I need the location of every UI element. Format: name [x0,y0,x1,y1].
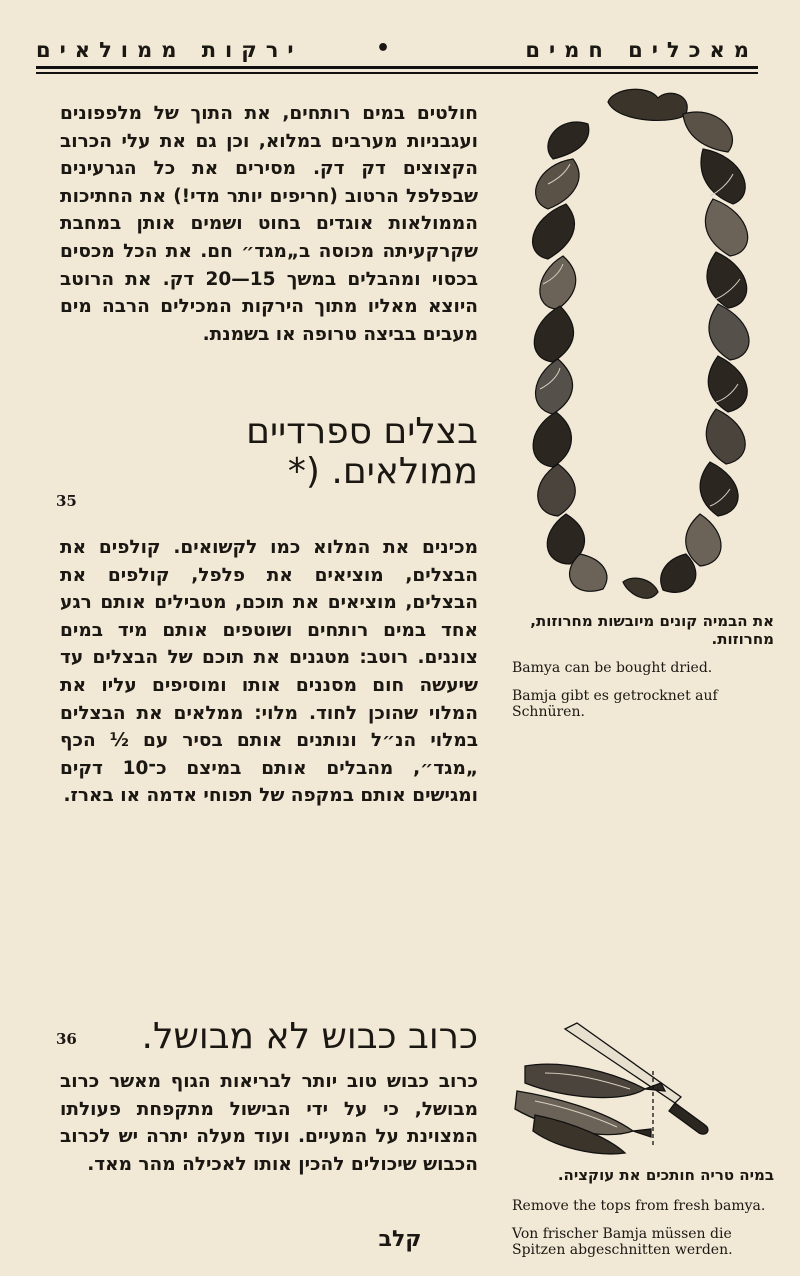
caption-1 [512,612,774,732]
caption-1-hebrew: את הבמיה קונים מיובשות מחרוזות, מחרוזות. [530,612,774,648]
recipe-36-paragraph: כרוב כבוש טוב יותר לבריאות הגוף מאשר כרוב מבושל, כי על ידי הבישול מתקפחת פעולתו המצוינת על המעיים. ועוד מעלה יתרה יש לכרוב הכבוש שיכולים להכין אותו לאכילה מהר מאד. [60,1071,478,1175]
caption-1-german: Bamja gibt es getrocknet auf Schnüren. [512,688,718,720]
recipe-35-title [60,412,478,492]
recipe-35-number: 35 [56,492,77,510]
running-head-separator: • [376,36,391,61]
caption-2 [512,1166,774,1270]
caption-2-english: Remove the tops from fresh bamya. [512,1198,766,1214]
caption-2-german: Von frischer Bamja müssen die Spitzen abgeschnitten werden. [512,1226,733,1258]
recipe-36-title: כרוב כבוש לא מבושל. [141,1016,478,1057]
running-head-left: ירקות ממולאים [36,38,303,62]
header-rule-thin [36,72,758,74]
knife-and-okra-icon [505,1011,717,1159]
recipe-35-body [60,534,478,810]
intro-section [60,100,478,348]
recipe-35-paragraph: מכינים את המלוא כמו לקשואים. קולפים את הבצלים, מוציאים את פלפל, קולפים את הבצלים, מוציאים את תוכם, מטבילים אותם רגע אחד במים רותחים ושוטפים אותם מיד במים צוננים. רוטב: מטגנים את תוכם של הבצלים עד שיעשה חום מסננים אותו ומוסיפים עליו את המלוי שהוכן לחוד. מלוי: ממלאים את הבצלים במלוי הנ״ל ונותנים אותם בסיר עם ½ הכף „מגד״, מהבלים אותם במיצם כ־10 דקים ומגישים אותם במקפה של תפוחי אדמה או בארז. [60,537,478,807]
running-head-right: מאכלים חמים [525,38,758,62]
recipe-36-number: 36 [56,1030,77,1048]
caption-2-hebrew: במיה טריה חותכים את עוקציה. [557,1166,774,1184]
intro-paragraph: חולטים במים רותחים, את התוך של מלפפונים ועגבניות מערבים במלוא, וכן גם את עלי הכרוב הקצוצים דק דק. מסירים את כל הגרעינים שבפלפל הרטוב (חריפים יותר מדי!) את החתיכות הממולאות אוגדים בחוט ושמים אותן במחבת שקרקעיתה מכוסה ב„מגד״ חם. את הכל מכסים בכסוי ומהבלים במשך 15—20 דק. את הרוטב היוצא מאליו מתוך הירקות המכילים הרבה מים מעבים בביצה טרופה או בשמנת. [60,103,478,345]
header-rule [36,66,758,69]
running-head [36,34,758,66]
page-number: קלב [378,1227,422,1252]
recipe-36-body [60,1068,478,1178]
dried-okra-garland-icon [518,84,768,609]
recipe-35-title-line1: בצלים ספרדיים [246,411,478,452]
caption-1-english: Bamya can be bought dried. [512,660,713,676]
recipe-35-title-line2: ממולאים. (* [287,451,478,492]
